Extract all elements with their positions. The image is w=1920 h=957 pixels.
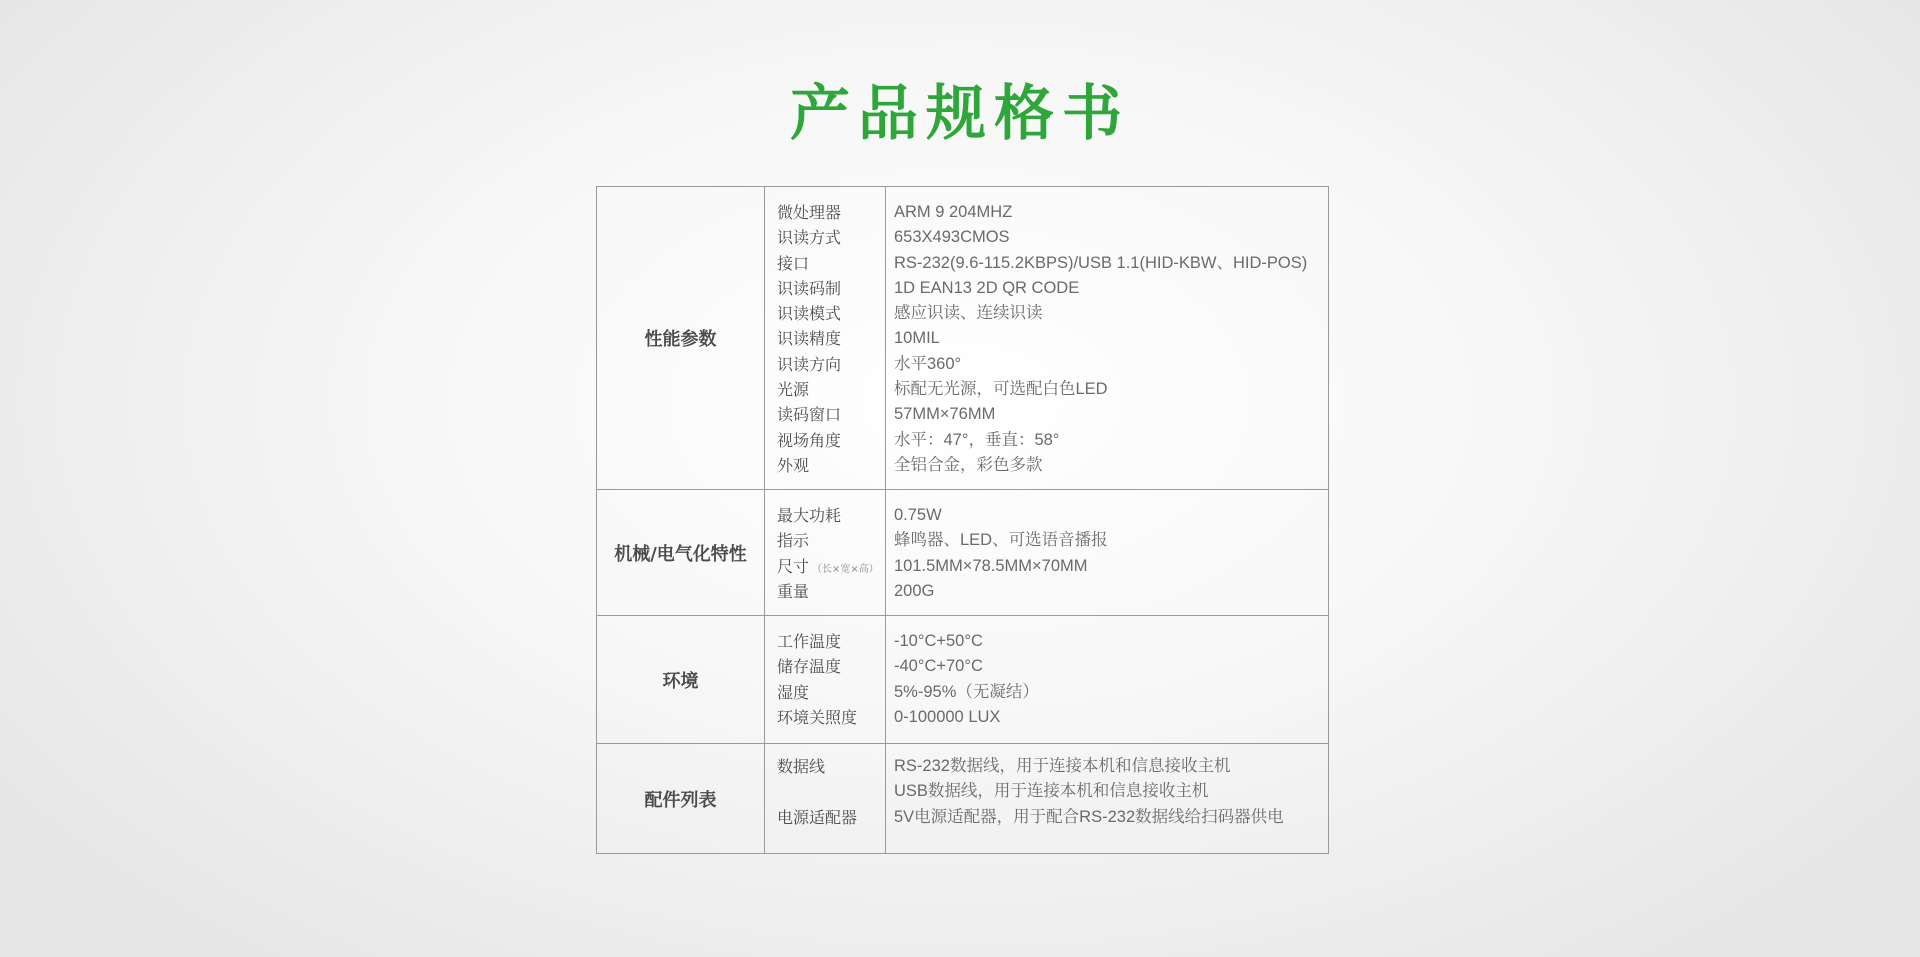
property-label: 储存温度 xyxy=(777,657,842,677)
property-value: USB数据线，用于连接本机和信息接收主机 xyxy=(894,782,1209,801)
property-label: 指示 xyxy=(777,531,810,551)
property-value: 200G xyxy=(894,581,935,600)
property-label: 微处理器 xyxy=(777,203,842,222)
property-value: RS-232(9.6-115.2KBPS)/USB 1.1(HID-KBW、HID-POS) xyxy=(894,253,1308,272)
property-label: 工作温度 xyxy=(777,632,842,651)
property-label: 环境关照度 xyxy=(777,707,858,727)
property-label: 外观 xyxy=(777,455,810,475)
property-column xyxy=(765,490,886,615)
value-column xyxy=(886,187,1328,489)
property-label-with-note xyxy=(777,554,885,579)
category-label: 性能参数 xyxy=(597,187,765,489)
property-value: 10MIL xyxy=(894,329,940,348)
property-value: 水平：47°，垂直：58° xyxy=(894,430,1060,449)
property-label: 电源适配器 xyxy=(777,807,858,827)
property-value: 标配无光源，可选配白色LED xyxy=(894,380,1108,399)
property-value: 全铝合金，彩色多款 xyxy=(894,455,1043,474)
spec-table xyxy=(596,186,1329,854)
property-label: 光源 xyxy=(777,380,810,400)
property-label: 湿度 xyxy=(777,682,810,702)
property-label: 最大功耗 xyxy=(777,506,842,525)
property-label: 视场角度 xyxy=(777,430,842,450)
property-value: 水平360° xyxy=(894,354,962,373)
property-value: 653X493CMOS xyxy=(894,228,1010,247)
property-label: 接口 xyxy=(777,253,810,273)
category-label: 机械/电气化特性 xyxy=(597,490,765,615)
property-value: 5%-95%（无凝结） xyxy=(894,682,1039,701)
property-value: 101.5MM×78.5MM×70MM xyxy=(894,556,1088,575)
dimension-note: （长×宽×高） xyxy=(812,563,879,575)
property-value: 0.75W xyxy=(894,506,942,524)
property-value: RS-232数据线，用于连接本机和信息接收主机 xyxy=(894,757,1231,775)
property-value: 感应识读、连续识读 xyxy=(894,304,1043,323)
property-label: 重量 xyxy=(777,581,810,601)
property-column xyxy=(765,616,886,743)
property-value: 57MM×76MM xyxy=(894,405,996,424)
property-label: 尺寸 xyxy=(777,556,810,576)
section-accessories xyxy=(597,743,1328,853)
property-value: 蜂鸣器、LED、可选语音播报 xyxy=(894,531,1108,550)
section-mechanical-electrical xyxy=(597,489,1328,615)
property-value: ARM 9 204MHZ xyxy=(894,203,1013,221)
property-column xyxy=(765,744,886,853)
property-label: 识读方式 xyxy=(777,228,842,248)
section-environment xyxy=(597,615,1328,743)
section-performance xyxy=(597,187,1328,489)
property-column xyxy=(765,187,886,489)
category-label: 环境 xyxy=(597,616,765,743)
property-label: 识读模式 xyxy=(777,304,842,324)
property-label xyxy=(777,779,885,804)
property-label: 识读精度 xyxy=(777,329,842,349)
property-label: 识读方向 xyxy=(777,354,842,374)
category-label: 配件列表 xyxy=(597,744,765,853)
property-value: 0-100000 LUX xyxy=(894,707,1001,726)
property-value: -40°C+70°C xyxy=(894,657,983,676)
value-column xyxy=(886,616,1328,743)
property-value: 5V电源适配器，用于配合RS-232数据线给扫码器供电 xyxy=(894,807,1284,826)
property-label: 读码窗口 xyxy=(777,405,842,425)
property-label: 数据线 xyxy=(777,757,826,776)
property-value: -10°C+50°C xyxy=(894,632,983,650)
page-title: 产品规格书 xyxy=(790,79,1130,149)
property-value: 1D EAN13 2D QR CODE xyxy=(894,278,1080,297)
property-label: 识读码制 xyxy=(777,278,842,298)
value-column xyxy=(886,744,1328,853)
value-column xyxy=(886,490,1328,615)
